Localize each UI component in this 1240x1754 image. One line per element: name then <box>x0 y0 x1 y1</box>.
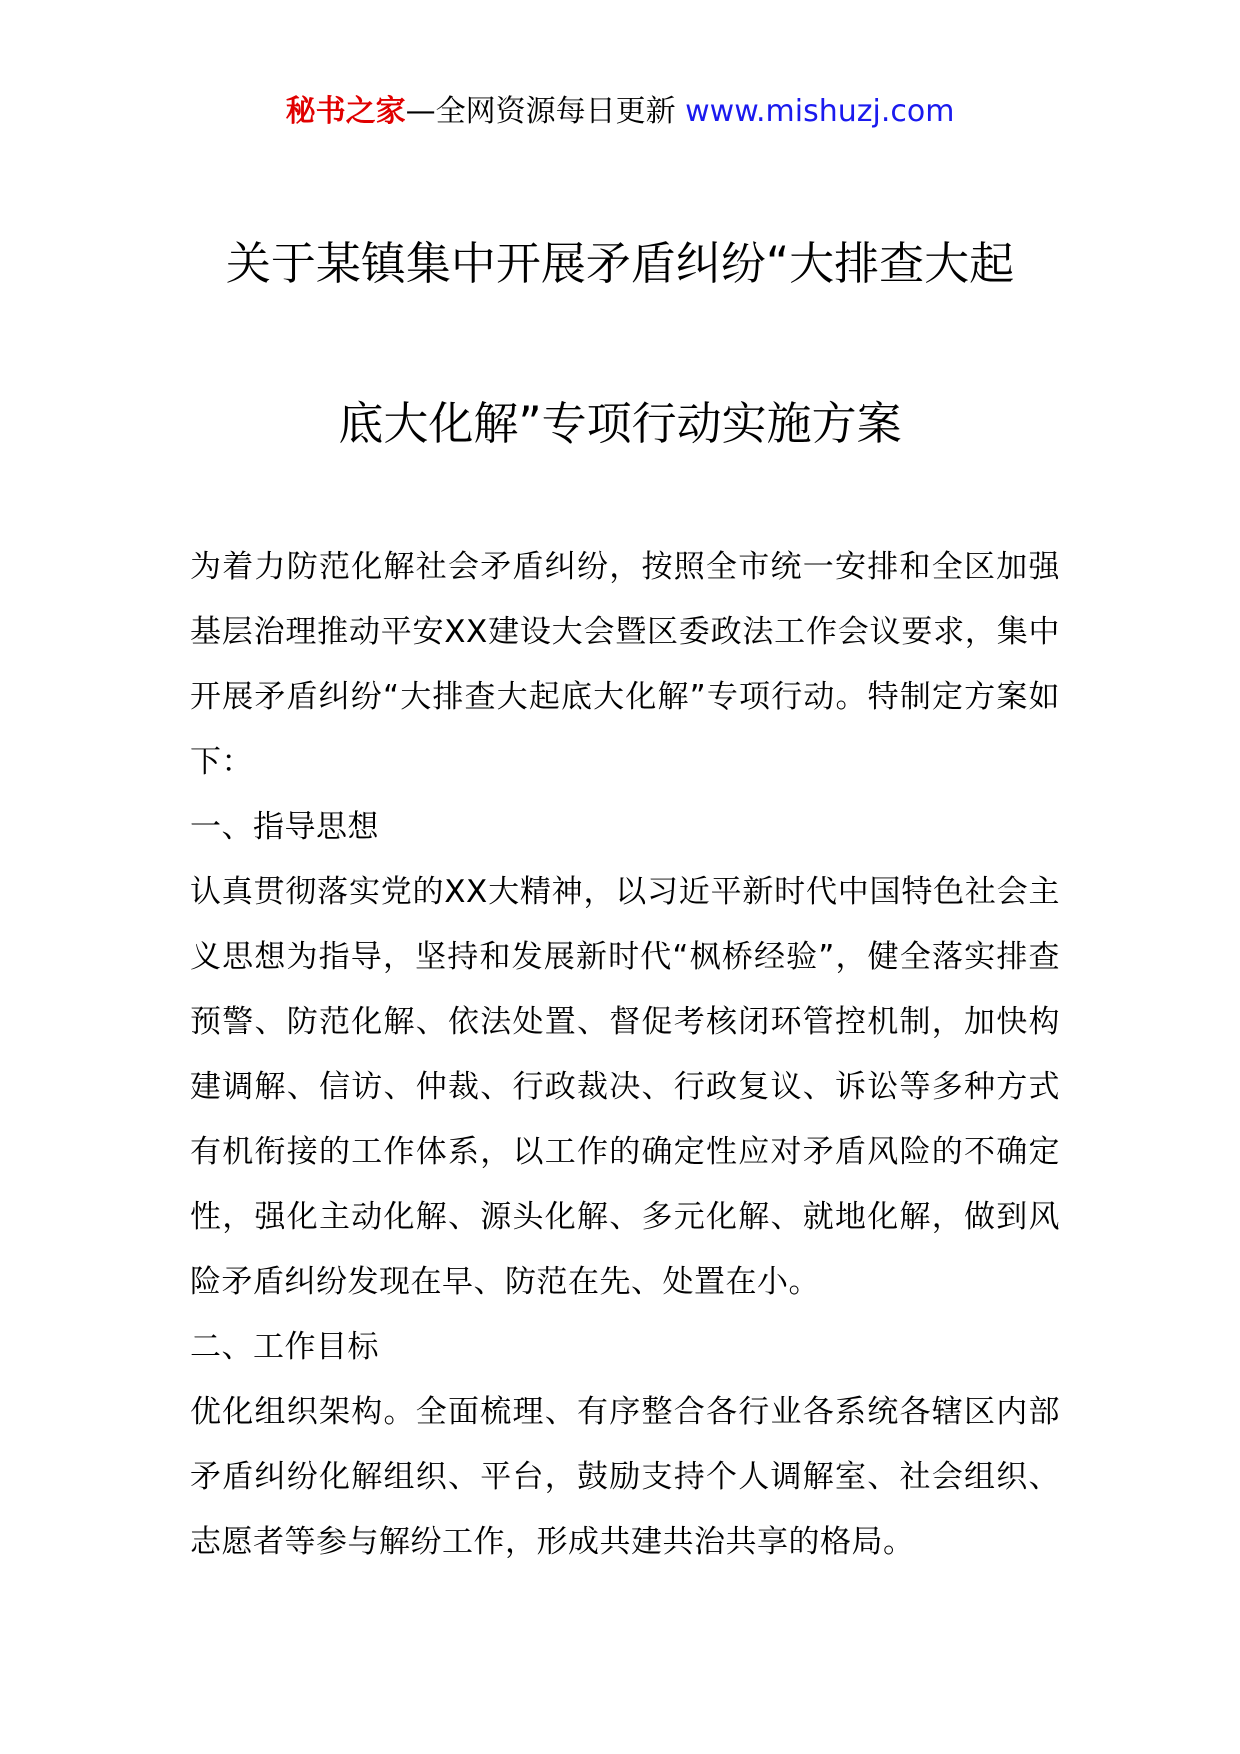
guiding-thought-paragraph: 认真贯彻落实党的XX大精神，以习近平新时代中国特色社会主义思想为指导，坚持和发展新时代“枫桥经验”，健全落实排查预警、防范化解、依法处置、督促考核闭环管控机制，加快构建调解、信访、仲裁、行政裁决、行政复议、诉讼等多种方式有机衔接的工作体系，以工作的确定性应对矛盾风险的不确定性，强化主动化解、源头化解、多元化解、就地化解，做到风险矛盾纠纷发现在早、防范在先、处置在小。 <box>190 874 1060 1300</box>
title-line-2: 底大化解”专项行动实施方案 <box>338 397 902 450</box>
document-title <box>0 184 1240 504</box>
section-heading-work-goals: 二、工作目标 <box>190 1329 379 1365</box>
document-body <box>190 535 1060 1575</box>
work-goals-paragraph: 优化组织架构。全面梳理、有序整合各行业各系统各辖区内部矛盾纠纷化解组织、平台，鼓励支持个人调解室、社会组织、志愿者等参与解纷工作，形成共建共治共享的格局。 <box>190 1394 1060 1560</box>
intro-paragraph: 为着力防范化解社会矛盾纠纷，按照全市统一安排和全区加强基层治理推动平安XX建设大会暨区委政法工作会议要求，集中开展矛盾纠纷“大排查大起底大化解”专项行动。特制定方案如下： <box>190 549 1060 780</box>
site-header <box>0 92 1240 132</box>
title-line-1: 关于某镇集中开展矛盾纠纷“大排查大起 <box>225 237 1015 290</box>
site-brand: 秘书之家 <box>285 94 406 129</box>
site-tagline: —全网资源每日更新 <box>405 94 676 129</box>
site-url-link[interactable]: www.mishuzj.com <box>685 94 955 129</box>
section-heading-guiding-thought: 一、指导思想 <box>190 809 379 845</box>
